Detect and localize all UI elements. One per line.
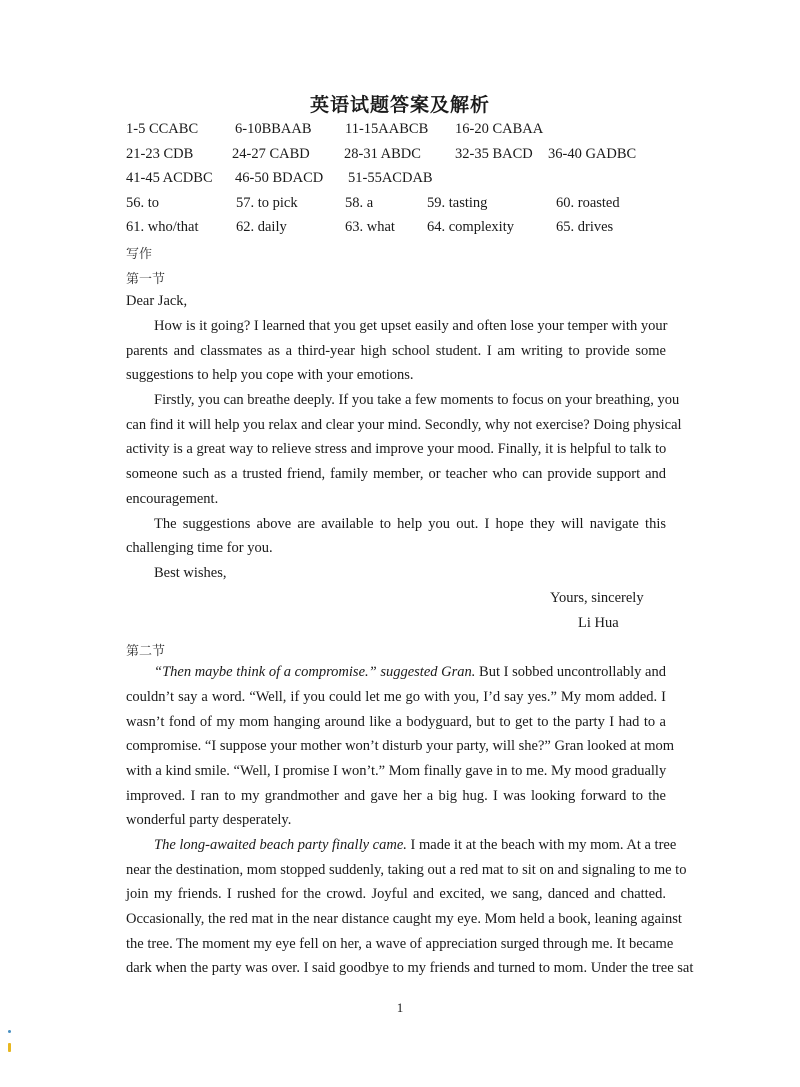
answer-item: 62. daily: [236, 219, 287, 235]
story-line: compromise. “I suppose your mother won’t disturb your party, will she?” Gran looked at mom: [126, 738, 675, 754]
letter-greeting: Dear Jack,: [126, 293, 188, 309]
answer-item: 64. complexity: [427, 219, 514, 235]
story-line: dark when the party was over. I said goodbye to my friends and turned to mom. Under the tree sat: [126, 960, 694, 976]
letter-line: can find it will help you relax and clear your mind. Secondly, why not exercise? Doing physical: [126, 417, 682, 433]
answer-row-3: [0, 170, 800, 190]
page-number: 1: [396, 1000, 404, 1015]
answer-item: 60. roasted: [556, 195, 620, 211]
letter-line: How is it going? I learned that you get upset easily and often lose your temper with your: [154, 318, 668, 334]
letter-line: suggestions to help you cope with your emotions.: [126, 367, 414, 383]
story-line: improved. I ran to my grandmother and gave her a big hug. I was looking forward to the: [126, 788, 666, 804]
letter-signature: Li Hua: [578, 615, 619, 631]
answer-item: 16-20 CABAA: [455, 121, 544, 137]
story-text: But I sobbed uncontrollably and: [475, 664, 666, 680]
answer-item: 36-40 GADBC: [548, 146, 637, 162]
answer-item: 57. to pick: [236, 195, 298, 211]
answer-item: 61. who/that: [126, 219, 199, 235]
letter-line: encouragement.: [126, 491, 219, 507]
letter-line: challenging time for you.: [126, 540, 273, 556]
story-line: near the destination, mom stopped suddenly, taking out a red mat to sit on and signaling to me to: [126, 862, 687, 878]
answer-item: 21-23 CDB: [126, 146, 194, 162]
answer-row-1: [0, 121, 800, 141]
story-line: the tree. The moment my eye fell on her, a wave of appreciation surged through me. It became: [126, 936, 674, 952]
answer-item: 28-31 ABDC: [344, 146, 421, 162]
answer-item: 24-27 CABD: [232, 146, 310, 162]
story-line: join my friends. I rushed for the crowd. Joyful and excited, we sang, danced and chatted.: [126, 886, 666, 902]
story-text: I made it at the beach with my mom. At a tree: [406, 837, 677, 853]
letter-line: Firstly, you can breathe deeply. If you take a few moments to focus on your breathing, you: [154, 392, 680, 408]
letter-line: parents and classmates as a third-year high school student. I am writing to provide some: [126, 343, 666, 359]
answer-item: 6-10BBAAB: [235, 121, 312, 137]
answer-item: 11-15AABCB: [345, 121, 429, 137]
story-line: couldn’t say a word. “Well, if you could let me go with you, I’d say yes.” My mom added. I: [126, 689, 666, 705]
answer-item: 51-55ACDAB: [348, 170, 433, 186]
answer-item: 65. drives: [556, 219, 614, 235]
story-paragraph-lead: “Then maybe think of a compromise.” suggested Gran.: [154, 664, 476, 680]
answer-item: 1-5 CCABC: [126, 121, 199, 137]
section-one-label: 第一节: [126, 272, 166, 287]
answer-item: 56. to: [126, 195, 160, 211]
story-line: wonderful party desperately.: [126, 812, 292, 828]
answer-row-2: [0, 146, 800, 166]
story-line: Occasionally, the red mat in the near distance caught my eye. Mom held a book, leaning against: [126, 911, 682, 927]
answer-row-5: [0, 219, 800, 239]
story-paragraph-lead: The long-awaited beach party finally came.: [154, 837, 407, 853]
section-two-label: 第二节: [126, 644, 166, 659]
answer-item: 58. a: [345, 195, 374, 211]
answer-item: 41-45 ACDBC: [126, 170, 213, 186]
story-line: with a kind smile. “Well, I promise I won’t.” Mom finally gave in to me. My mood gradually: [126, 763, 667, 779]
answer-item: 46-50 BDACD: [235, 170, 324, 186]
scan-artifact-mark: [8, 1043, 11, 1052]
story-line: [154, 664, 666, 681]
answer-item: 59. tasting: [427, 195, 488, 211]
scan-artifact-dot: [8, 1030, 11, 1033]
story-line: [154, 837, 677, 854]
answer-item: 63. what: [345, 219, 395, 235]
answer-row-4: [0, 195, 800, 215]
page-title: 英语试题答案及解析: [309, 94, 490, 116]
letter-closing: Best wishes,: [154, 565, 227, 581]
answer-item: 32-35 BACD: [455, 146, 533, 162]
letter-line: someone such as a trusted friend, family member, or teacher who can provide support and: [126, 466, 666, 482]
letter-line: The suggestions above are available to help you out. I hope they will navigate this: [154, 516, 666, 532]
letter-line: activity is a great way to relieve stress and improve your mood. Finally, it is helpful to talk to: [126, 441, 667, 457]
letter-signoff: Yours, sincerely: [550, 590, 644, 606]
story-line: wasn’t fond of my mom hanging around like a bodyguard, but to get to the party I had to a: [126, 714, 666, 730]
section-writing-label: 写作: [126, 247, 153, 262]
